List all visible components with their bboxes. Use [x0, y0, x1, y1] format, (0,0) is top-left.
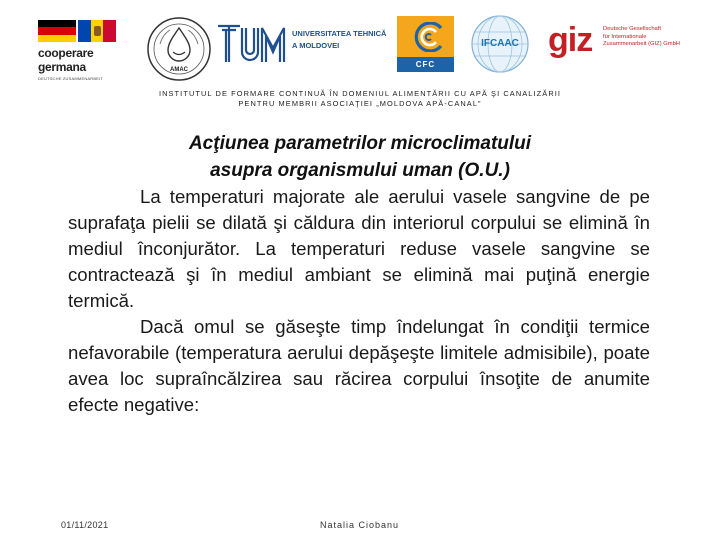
giz-line3: Zusammenarbeit (GIZ) GmbH	[603, 41, 680, 48]
cfc-swirl-icon	[403, 22, 448, 52]
giz-line1: Deutsche Gesellschaft	[603, 26, 661, 32]
giz-line2: für Internationale	[603, 33, 647, 40]
giz-name	[603, 26, 680, 49]
germany-flag-icon	[38, 20, 76, 42]
amac-label: AMAC	[170, 67, 188, 73]
slide-title-line1: Acţiunea parametrilor microclimatului	[188, 133, 532, 154]
ifcaac-logo	[470, 14, 530, 74]
giz-logo	[548, 22, 708, 66]
footer-date: 01/11/2021	[61, 520, 109, 530]
deutsche-zusammenarbeit-text: DEUTSCHE ZUSAMMENARBEIT	[38, 76, 104, 81]
slide-title-line2: asupra organismului uman (O.U.)	[210, 160, 510, 181]
cooperare-text: cooperare	[38, 46, 94, 60]
institute-line1: INSTITUTUL DE FORMARE CONTINUĂ ÎN DOMENIUL ALIMENTĂRII CU APĂ ŞI CANALIZĂRII	[158, 89, 562, 98]
cfc-label: CFC	[397, 57, 454, 72]
utm-line1: UNIVERSITATEA TEHNICĂ	[292, 29, 387, 38]
utm-text	[292, 28, 386, 52]
institute-heading	[0, 89, 720, 109]
amac-emblem-icon	[146, 16, 212, 82]
footer-author: Natalia Ciobanu	[320, 520, 400, 530]
utm-logo	[216, 22, 386, 68]
moldova-flag-icon	[78, 20, 116, 42]
cooperare-germana-logo	[38, 20, 138, 82]
ifcaac-label: IFCAAC	[481, 38, 519, 49]
germana-text: germana	[38, 60, 86, 74]
slide-title	[0, 130, 720, 184]
slide-body	[68, 184, 650, 418]
utm-line2: A MOLDOVEI	[292, 41, 340, 50]
paragraph-2: Dacă omul se găseşte timp îndelungat în condiţii termice nefavorabile (temperatura aerului depăşeşte limitele admisibile), poate avea loc supraîncălzirea sau răcirea corpului însoţite de anumite efecte negative:	[68, 316, 650, 415]
giz-mark: giz	[548, 21, 593, 59]
paragraph-1: La temperaturi majorate ale aerului vasele sangvine de pe suprafaţa pielii se dilată şi căldura din interiorul corpului se elimină în mediul înconjurător. La temperaturi reduse vasele sangvine se contractează şi în mediul ambiant se elimină mai puţină energie termică.	[68, 186, 650, 311]
logo-bar	[0, 0, 720, 92]
institute-line2: PENTRU MEMBRII ASOCIAŢIEI „MOLDOVA APĂ-CANAL”	[238, 99, 482, 108]
cfc-logo	[397, 16, 454, 72]
utm-mark-icon	[216, 22, 290, 68]
